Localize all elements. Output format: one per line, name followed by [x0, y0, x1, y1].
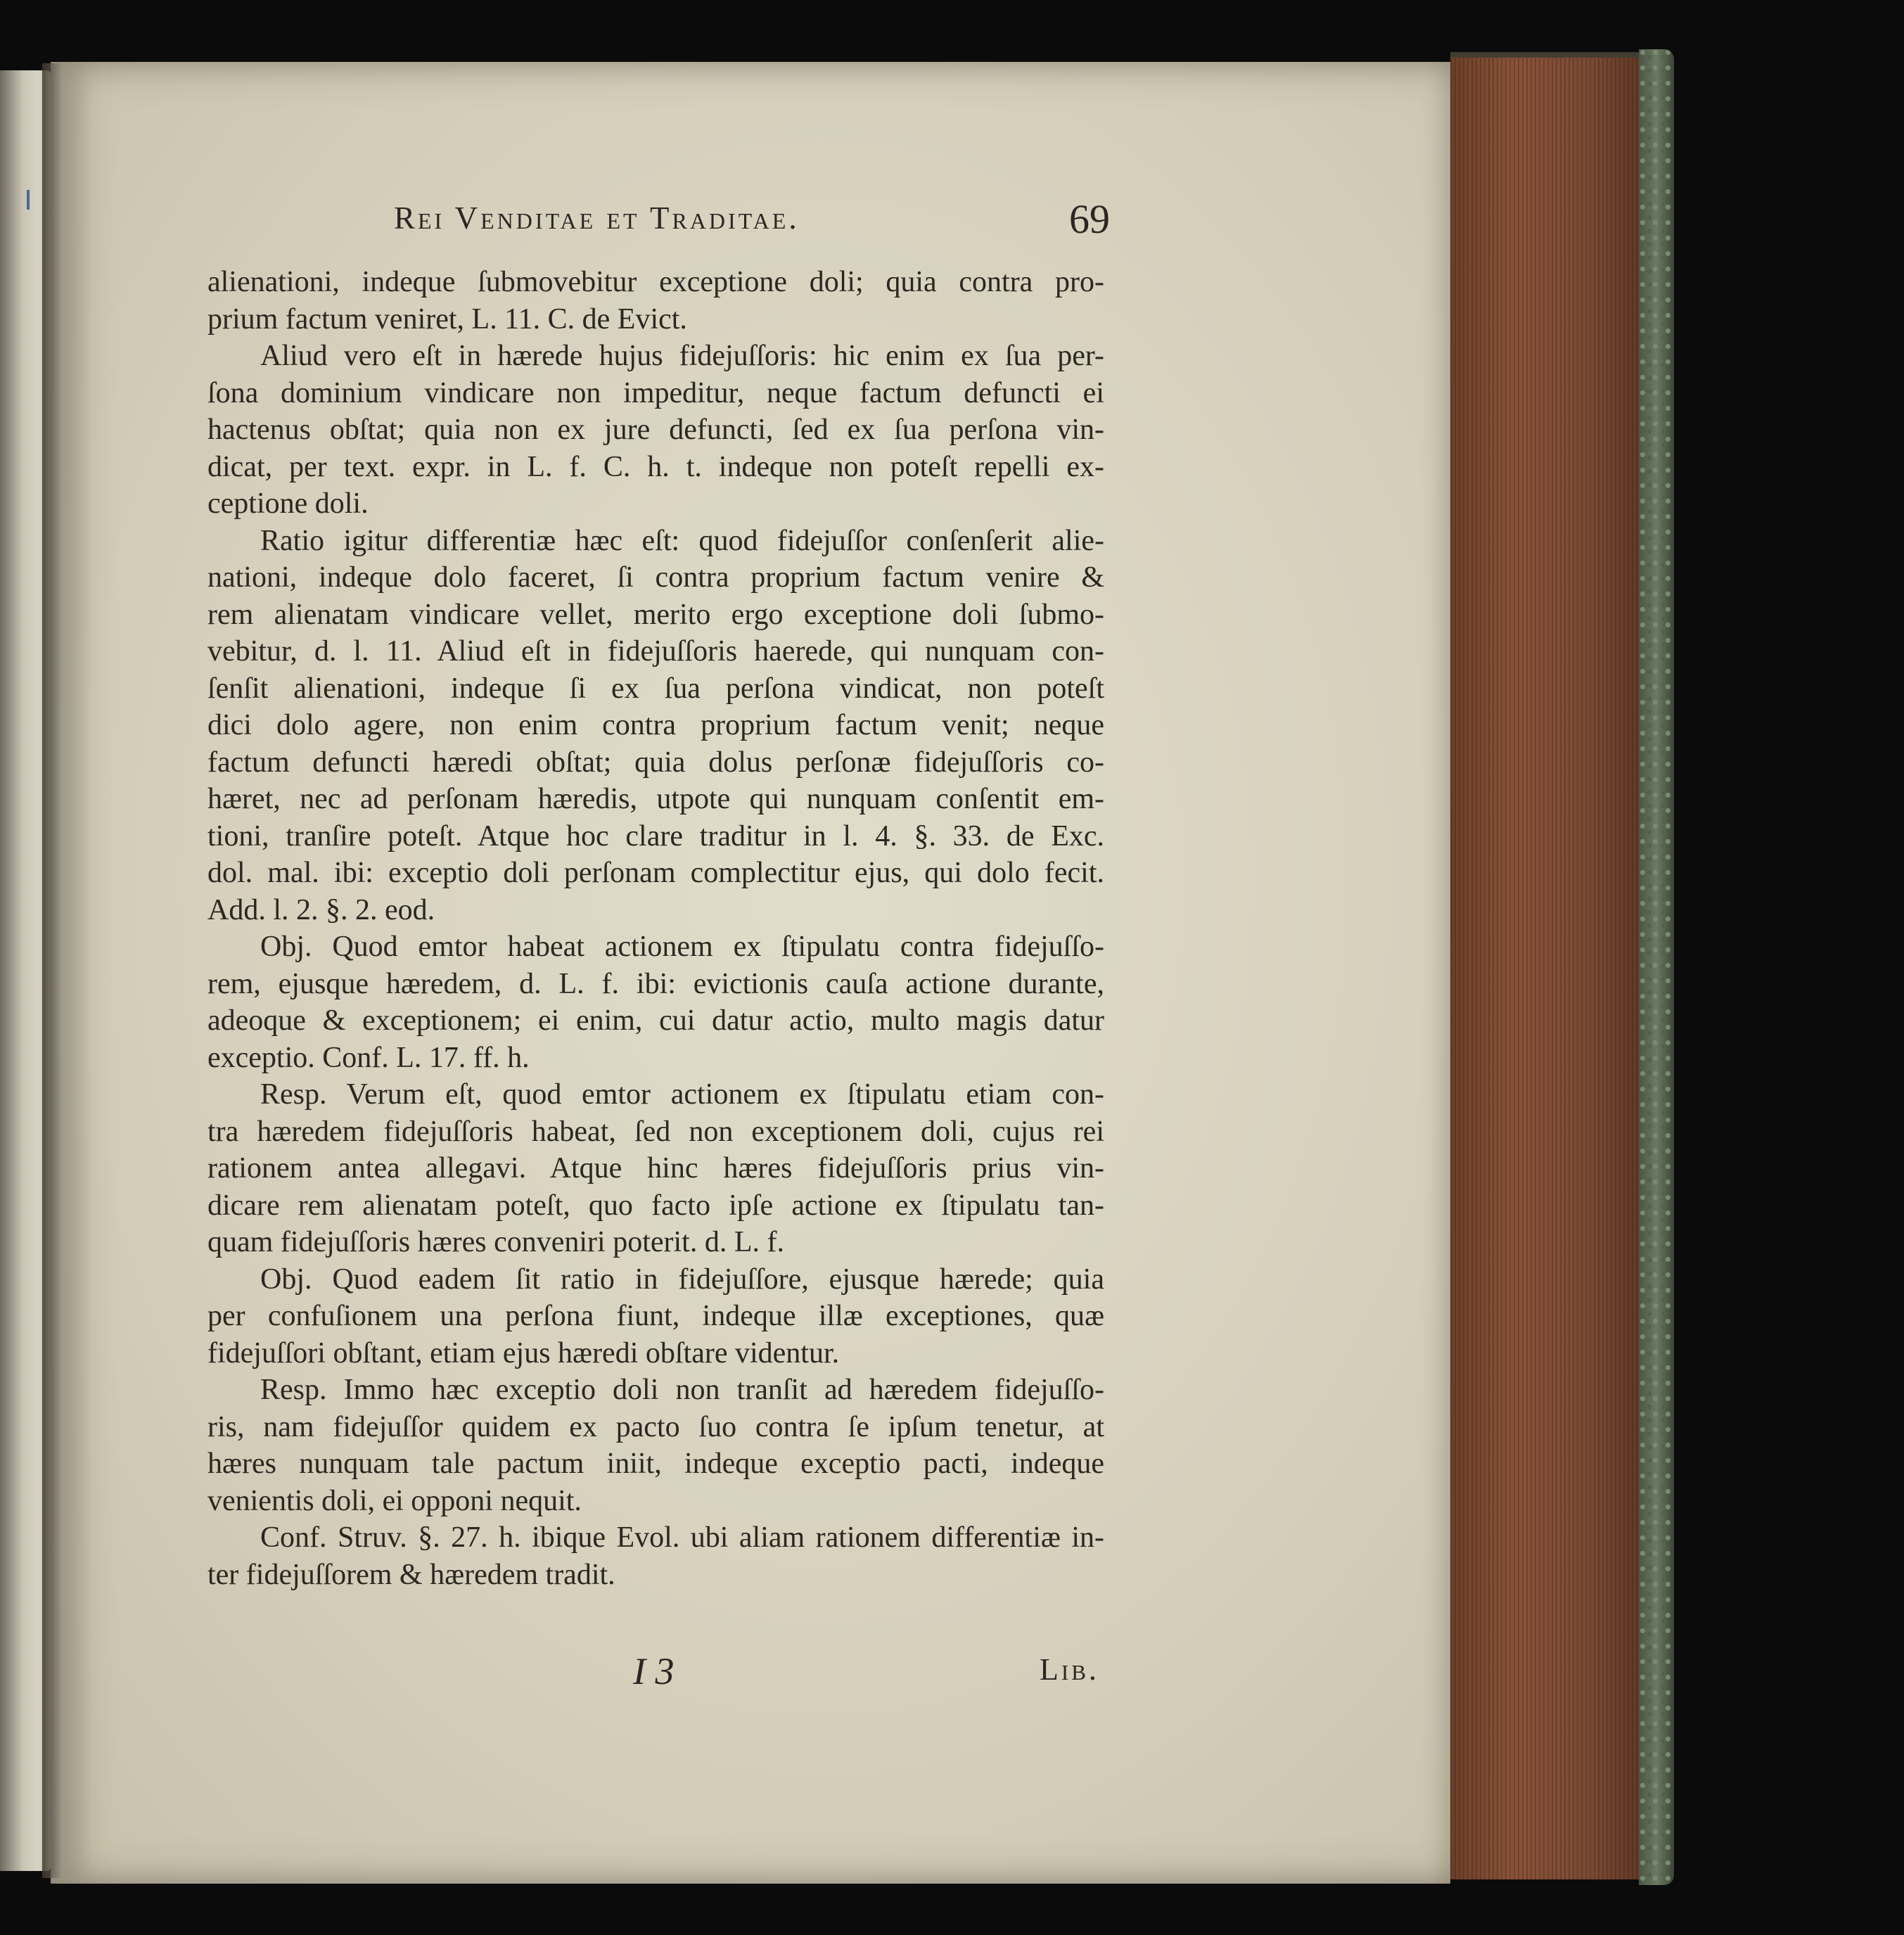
text-line: venientis doli, ei opponi nequit. [207, 1484, 582, 1517]
text-line: tra hæredem fidejuſſoris habeat, ſed non exceptionem doli, cujus rei [207, 1115, 1104, 1148]
text-line: hæres nunquam tale pactum iniit, indeque exceptio pacti, indeque [207, 1448, 1104, 1480]
text-line: rationem antea allegavi. Atque hinc hæres fidejuſſoris prius vin- [207, 1152, 1104, 1184]
text-line: hæret, nec ad perſonam hæredis, utpote qui nunquam conſentit em- [207, 783, 1104, 815]
text-line: dicat, per text. expr. in L. f. C. h. t. indeque non poteſt repelli ex- [207, 450, 1104, 483]
text-line: factum defuncti hæredi obſtat; quia dolus perſonæ fidejuſſoris co- [207, 746, 1104, 779]
text-line: Obj. Quod emtor habeat actionem ex ſtipulatu contra fidejuſſo- [260, 931, 1104, 963]
text-line: Aliud vero eſt in hærede hujus fidejuſſoris: hic enim ex ſua per- [260, 340, 1104, 372]
text-line: prium factum veniret, L. 11. C. de Evict. [207, 302, 687, 336]
text-line: fidejuſſori obſtant, etiam ejus hæredi obſtare videntur. [207, 1336, 840, 1369]
text-line: Resp. Immo hæc exceptio doli non tranſit ad hæredem fidejuſſo- [260, 1374, 1104, 1406]
page-block-edge [1450, 58, 1654, 1879]
text-line: ſona dominium vindicare non impeditur, neque factum defuncti ei [207, 376, 1104, 409]
text-line: rem, ejusque hæredem, d. L. f. ibi: evictionis cauſa actione durante, [207, 967, 1104, 1000]
text-line: adeoque & exceptionem; ei enim, cui datur actio, multo magis datur [207, 1004, 1104, 1037]
text-line: hactenus obſtat; quia non ex jure defuncti, ſed ex ſua perſona vin- [207, 414, 1104, 446]
text-line: Obj. Quod eadem ſit ratio in fidejuſſore, ejusque hærede; quia [260, 1263, 1104, 1296]
page-number: 69 [1069, 196, 1110, 242]
text-line: ſenſit alienationi, indeque ſi ex ſua perſona vindicat, non poteſt [207, 672, 1104, 705]
text-line: ris, nam fidejuſſor quidem ex pacto ſuo contra ſe ipſum tenetur, at [207, 1410, 1104, 1443]
text-line: ter fidejuſſorem & hæredem tradit. [207, 1558, 615, 1591]
catchword: Lib. [1040, 1652, 1099, 1687]
running-title: Rei Venditae et Traditae. [394, 200, 800, 236]
text-line: alienationi, indeque ſubmovebitur exceptione doli; quia contra pro- [207, 266, 1104, 298]
text-line: Ratio igitur differentiæ hæc eſt: quod fidejuſſor conſenſerit alie- [260, 524, 1104, 557]
page-body [207, 264, 1104, 1593]
text-line: rem alienatam vindicare vellet, merito ergo exceptione doli ſubmo- [207, 598, 1104, 631]
text-line: Resp. Verum eſt, quod emtor actionem ex ſtipulatu etiam con- [260, 1078, 1104, 1111]
text-line: dici dolo agere, non enim contra proprium factum venit; neque [207, 709, 1104, 741]
text-line: Conf. Struv. §. 27. h. ibique Evol. ubi aliam rationem differentiæ in- [260, 1521, 1104, 1554]
text-line: per confuſionem una perſona fiunt, indeque illæ exceptiones, quæ [207, 1300, 1104, 1332]
text-line: Add. l. 2. §. 2. eod. [207, 893, 435, 926]
signature-mark: I 3 [633, 1650, 675, 1692]
margin-pen-mark [27, 190, 30, 210]
text-line: dol. mal. ibi: exceptio doli perſonam complectitur ejus, qui dolo fecit. [207, 857, 1104, 889]
text-line: quam fidejuſſoris hæres conveniri poterit. d. L. f. [207, 1226, 784, 1258]
text-line: tioni, tranſire poteſt. Atque hoc clare traditur in l. 4. §. 33. de Exc. [207, 819, 1104, 852]
marbled-cover-edge [1639, 49, 1674, 1885]
text-line: exceptio. Conf. L. 17. ff. h. [207, 1041, 530, 1074]
text-line: vebitur, d. l. 11. Aliud eſt in fidejuſſoris haerede, qui nunquam con- [207, 635, 1104, 668]
gutter-shadow [42, 63, 91, 1878]
text-line: dicare rem alienatam poteſt, quo facto ipſe actione ex ſtipulatu tan- [207, 1189, 1104, 1222]
text-line: nationi, indeque dolo faceret, ſi contra proprium factum venire & [207, 561, 1104, 594]
text-line: ceptione doli. [207, 487, 369, 520]
